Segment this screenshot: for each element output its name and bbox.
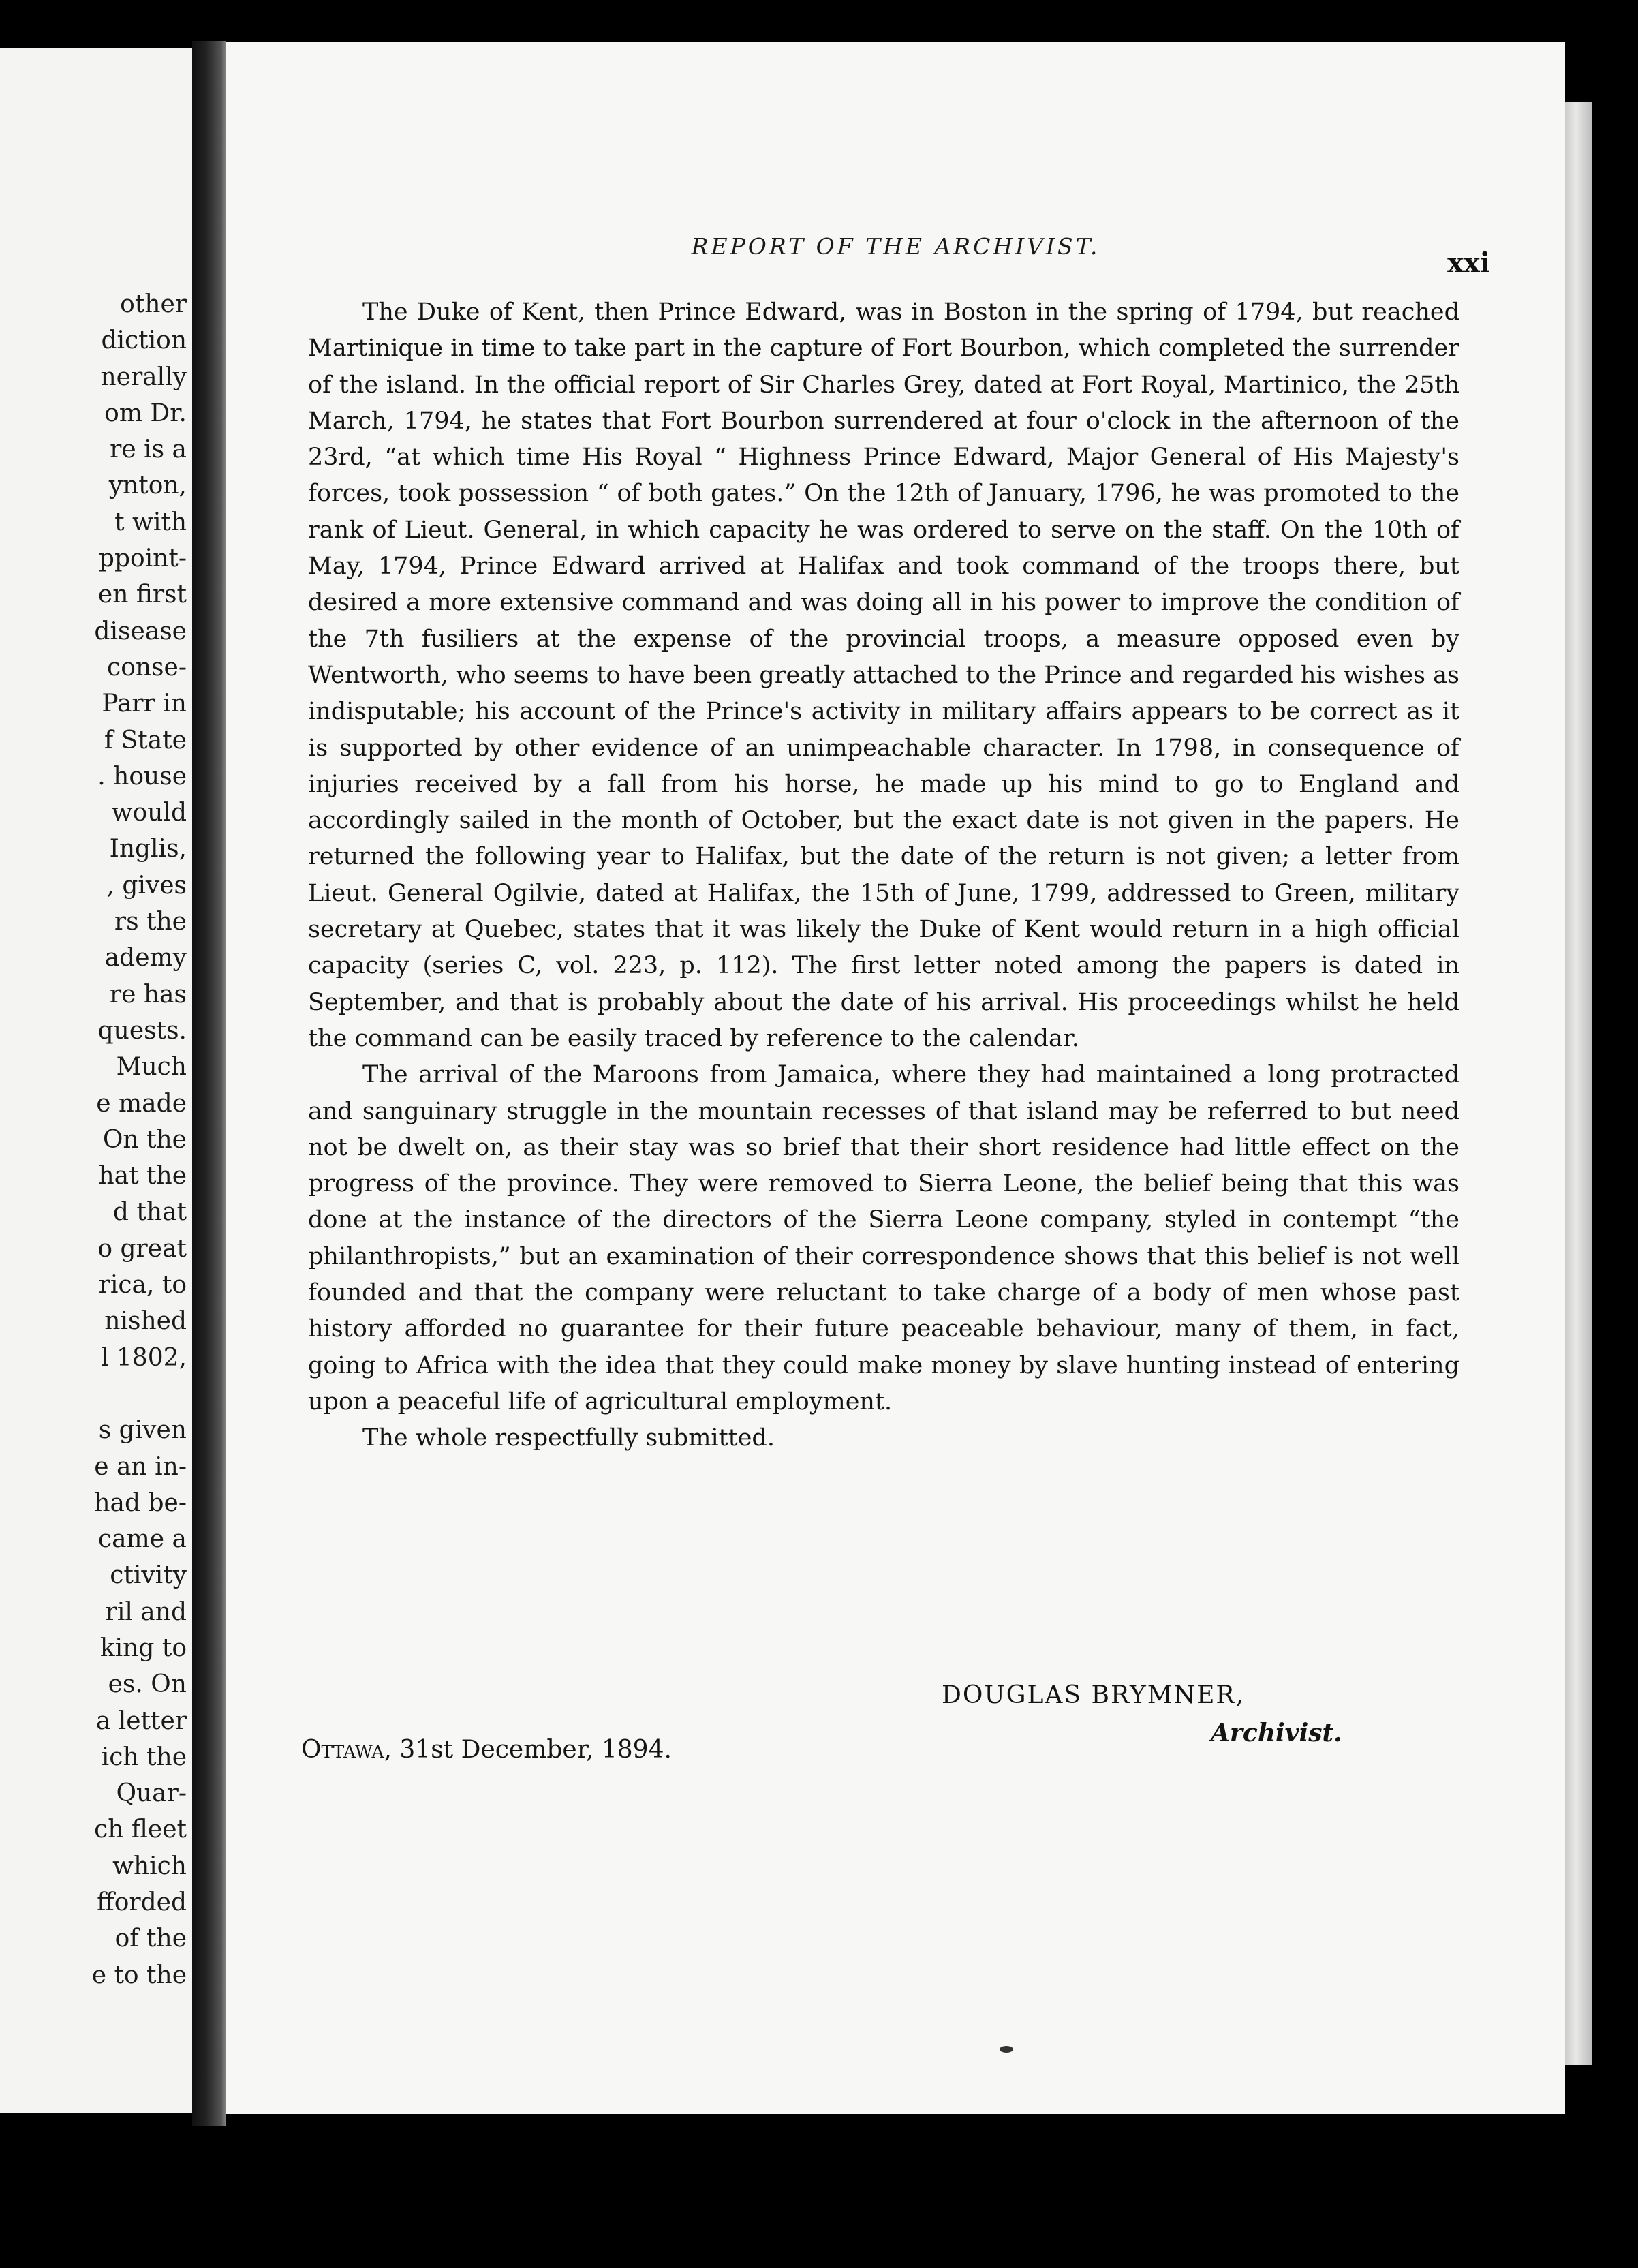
previous-page-line: Inglis, <box>109 835 187 863</box>
paragraph-maroons: The arrival of the Maroons from Jamaica, where they had maintained a long protracted and sanguinary struggle in the mountain recesses of that island may be referred to but need not be dwelt on, as their stay was so brief that their short residence had little effect on the progress of the province. They were removed to Sierra Leone, the belief being that this was done at the instance of the directors of the Sierra Leone company, styled in contempt “the philanthropists,” but an examination of their correspondence shows that this belief is not well founded and that the company were reluctant to take charge of a body of men whose past history afforded no guarantee for their future peaceable behaviour, many of them, in fact, going to Africa with the idea that they could make money by slave hunting instead of entering upon a peaceful life of agricultural employment. <box>308 1061 1459 1415</box>
signature-title: Archivist. <box>1211 1719 1342 1747</box>
previous-page-fragment <box>0 48 192 2113</box>
previous-page-line: of the <box>114 1925 187 1953</box>
previous-page-line: hat the <box>98 1162 187 1191</box>
previous-page-line: Parr in <box>102 690 187 718</box>
previous-page-line: t with <box>114 508 187 536</box>
report-page <box>226 42 1565 2114</box>
previous-page-line: e an in- <box>94 1452 187 1481</box>
date-text: 31st December, 1894. <box>391 1736 672 1764</box>
previous-page-line: . house <box>97 762 187 791</box>
previous-page-line: rs the <box>114 908 187 936</box>
dateline <box>301 1736 672 1764</box>
previous-page-line: king to <box>99 1634 187 1662</box>
previous-page-line: a letter <box>95 1706 187 1735</box>
previous-page-line: l 1802, <box>100 1343 187 1372</box>
binding-gutter <box>192 41 226 2126</box>
previous-page-line: re has <box>109 980 187 1009</box>
previous-page-line: ch fleet <box>94 1815 187 1844</box>
previous-page-line: es. On <box>108 1670 187 1699</box>
previous-page-line: ynton, <box>108 472 187 500</box>
date-place: Ottawa, <box>301 1736 392 1764</box>
previous-page-line <box>3 1376 187 1412</box>
previous-page-line: o great <box>97 1234 187 1263</box>
previous-page-line: , gives <box>106 871 187 900</box>
paragraph-duke-of-kent: The Duke of Kent, then Prince Edward, was in Boston in the spring of 1794, but reached Martinique in time to take part in the capture of Fort Bourbon, which completed the surrender of the island. In the official report of Sir Charles Grey, dated at Fort Royal, Martinico, the 25th March, 1794, he states that Fort Bourbon surrendered at four o'clock in the afternoon of the 23rd, “at which time His Royal “ Highness Prince Edward, Major General of His Majesty's forces, took possession “ of both gates.” On the 12th of January, 1796, he was promoted to the rank of Lieut. General, in which capacity he was ordered to serve on the staff. On the 10th of May, 1794, Prince Edward arrived at Halifax and took command of the troops there, but desired a more extensive command and was doing all in his power to improve the condition of the 7th fusiliers at the expense of the provincial troops, a measure opposed even by Wentworth, who seems to have been greatly attached to the Prince and regarded his wishes as indisputable; his account of the Prince's activity in military affairs appears to be correct as it is supported by other evidence of an unimpeachable character. In 1798, in consequence of injuries received by a fall from his horse, he made up his mind to go to England and accordingly sailed in the month of October, but the exact date is not given in the papers. He returned the following year to Halifax, but the date of the return is not given; a letter from Lieut. General Ogilvie, dated at Halifax, the 15th of June, 1799, addressed to Green, military secretary at Quebec, states that it was likely the Duke of Kent would return in a high official capacity (series C, vol. 223, p. 112). The first letter noted among the papers is dated in September, and that is probably about the date of his arrival. His proceedings whilst he held the command can be easily traced by reference to the calendar. <box>308 298 1459 1052</box>
previous-page-line: ich the <box>101 1743 187 1771</box>
body-text <box>308 294 1459 1457</box>
previous-page-line: ctivity <box>110 1561 187 1590</box>
previous-page-line: nished <box>104 1307 187 1336</box>
previous-page-line: e made <box>96 1089 187 1118</box>
previous-page-line: would <box>111 799 187 827</box>
previous-page-line: Quar- <box>116 1779 187 1808</box>
previous-page-line: quests. <box>97 1016 187 1045</box>
page-number: xxi <box>1447 247 1490 279</box>
previous-page-line: s given <box>98 1416 187 1445</box>
previous-page-line: fforded <box>97 1888 187 1917</box>
previous-page-line: ril and <box>105 1597 187 1626</box>
running-head: REPORT OF THE ARCHIVIST. <box>691 233 1100 260</box>
previous-page-line: On the <box>102 1125 187 1154</box>
previous-page-line: nerally <box>100 363 187 391</box>
previous-page-line-ends <box>3 286 187 1993</box>
previous-page-line: e to the <box>91 1961 187 1989</box>
previous-page-line: ademy <box>104 944 187 972</box>
previous-page-line: had be- <box>94 1488 187 1517</box>
scan-speck <box>1000 2046 1013 2053</box>
previous-page-line: came a <box>98 1525 187 1554</box>
previous-page-line: disease <box>94 617 187 645</box>
previous-page-line: en first <box>97 581 187 609</box>
previous-page-line: re is a <box>110 435 187 464</box>
previous-page-line: conse- <box>107 653 187 681</box>
previous-page-line: d that <box>112 1198 187 1227</box>
signature-name: DOUGLAS BRYMNER, <box>942 1681 1245 1709</box>
previous-page-line: Much <box>116 1053 187 1082</box>
previous-page-line: diction <box>101 326 187 355</box>
closing-line: The whole respectfully submitted. <box>362 1424 775 1452</box>
previous-page-line: om Dr. <box>104 399 187 427</box>
previous-page-line: other <box>120 290 187 318</box>
page-edge <box>1565 102 1592 2065</box>
previous-page-line: f State <box>104 726 187 754</box>
previous-page-line: which <box>112 1852 187 1880</box>
previous-page-line: ppoint- <box>98 545 187 573</box>
previous-page-line: rica, to <box>98 1271 187 1300</box>
